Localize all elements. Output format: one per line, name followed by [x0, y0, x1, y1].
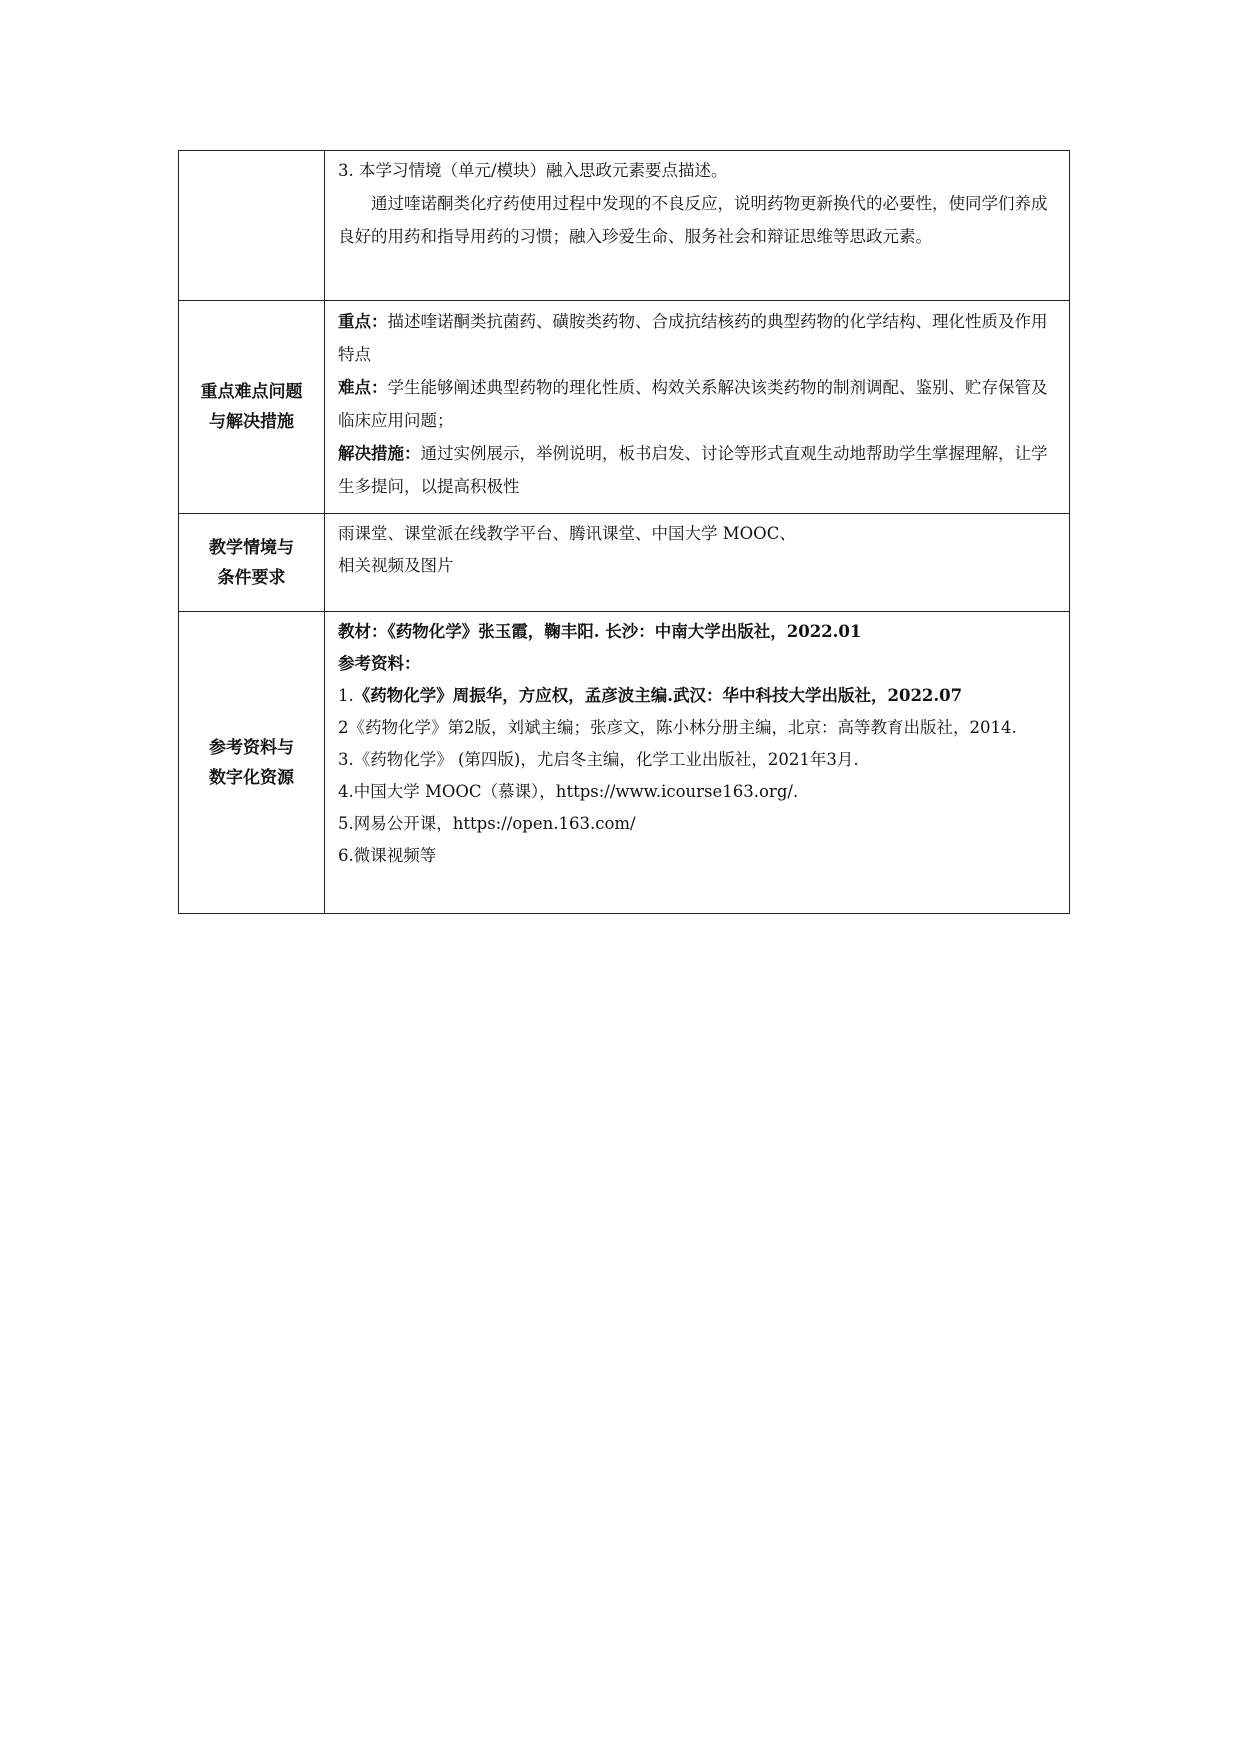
key-points-label: 重点： — [338, 312, 388, 331]
difficulty-cell — [325, 301, 1070, 514]
key-points-text: 描述喹诺酮类抗菌药、磺胺类药物、合成抗结核药的典型药物的化学结构、理化性质及作用特点 — [338, 312, 1048, 364]
key-points-paragraph — [338, 305, 1056, 371]
table-row-references — [179, 612, 1070, 914]
table-row-sizheng — [179, 151, 1070, 301]
reference-item: 3.《药物化学》 (第四版)，尤启冬主编，化学工业出版社，2021年3月. — [338, 750, 859, 769]
reference-item — [338, 680, 1056, 712]
row-label-difficulty — [179, 301, 325, 514]
reference-number: 1. — [338, 686, 354, 705]
course-design-table — [178, 150, 1070, 914]
hard-points-text: 学生能够阐述典型药物的理化性质、构效关系解决该类药物的制剂调配、鉴别、贮存保管及临床应用问题； — [338, 378, 1048, 430]
row-label-line: 参考资料与 — [209, 737, 294, 758]
sizheng-cell — [325, 151, 1070, 301]
measures-text: 通过实例展示，举例说明，板书启发、讨论等形式直观生动地帮助学生掌握理解，让学生多提问，以提高积极性 — [338, 444, 1048, 496]
table-row-conditions — [179, 514, 1070, 612]
hard-points-label: 难点： — [338, 378, 388, 397]
hard-points-paragraph — [338, 371, 1056, 437]
textbook-line: 教材：《药物化学》张玉霞，鞠丰阳. 长沙：中南大学出版社，2022.01 — [338, 622, 862, 641]
conditions-line: 雨课堂、课堂派在线教学平台、腾讯课堂、中国大学 MOOC、 — [338, 524, 796, 543]
row-label-line: 教学情境与 — [209, 537, 294, 558]
reference-item: 5.网易公开课，https://open.163.com/ — [338, 814, 636, 833]
conditions-line: 相关视频及图片 — [338, 556, 454, 575]
measures-label: 解决措施： — [338, 444, 421, 463]
reference-item: 6.微课视频等 — [338, 846, 437, 865]
row-label-empty — [179, 151, 325, 301]
table-row-difficulty — [179, 301, 1070, 514]
reference-item: 2《药物化学》第2版，刘斌主编；张彦文，陈小林分册主编，北京：高等教育出版社，2014. — [338, 718, 1017, 737]
references-cell — [325, 612, 1070, 914]
reference-text: 《药物化学》周振华，方应权，孟彦波主编.武汉：华中科技大学出版社，2022.07 — [353, 686, 963, 705]
row-label-conditions — [179, 514, 325, 612]
row-label-line: 重点难点问题 — [200, 382, 303, 402]
row-label-line: 与解决措施 — [209, 412, 294, 432]
row-label-line: 条件要求 — [217, 567, 286, 588]
row-label-line: 数字化资源 — [209, 767, 294, 788]
sizheng-body: 通过喹诺酮类化疗药使用过程中发现的不良反应，说明药物更新换代的必要性，使同学们养成良好的用药和指导用药的习惯；融入珍爱生命、服务社会和辩证思维等思政元素。 — [338, 194, 1048, 246]
reference-item: 4.中国大学 MOOC（慕课），https://www.icourse163.org/. — [338, 782, 799, 801]
references-heading: 参考资料： — [338, 654, 421, 673]
sizheng-heading: 3. 本学习情境（单元/模块）融入思政元素要点描述。 — [338, 161, 728, 180]
conditions-cell — [325, 514, 1070, 612]
row-label-references — [179, 612, 325, 914]
measures-paragraph — [338, 437, 1056, 503]
